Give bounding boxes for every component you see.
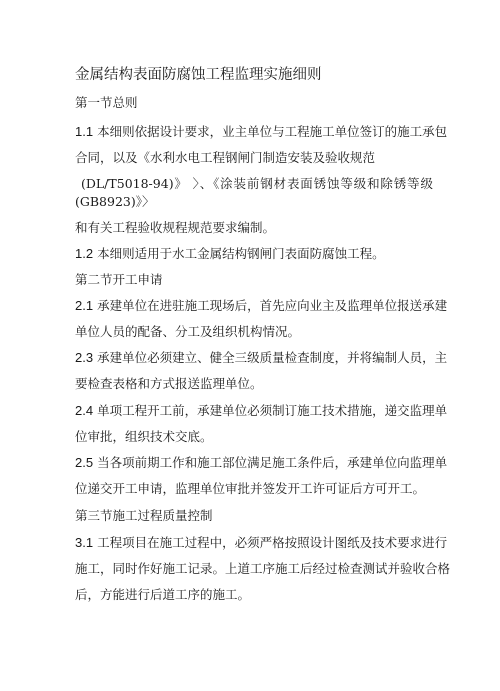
- paragraph-line: 后，方能进行后道工序的施工。: [75, 587, 251, 602]
- paragraph-line: [75, 246, 385, 262]
- paragraph-line: [75, 124, 447, 140]
- paragraph-number: 1.2: [75, 246, 94, 261]
- paragraph-line: 位递交开工申请，监理单位审批并签发开工许可证后方可开工。: [75, 481, 426, 496]
- paragraph-line: 和有关工程验收规程规范要求编制。: [75, 220, 276, 235]
- paragraph-text: 本细则依据设计要求，业主单位与工程施工单位签订的施工承包: [97, 124, 448, 139]
- document-title: 金属结构表面防腐蚀工程监理实施细则: [75, 67, 322, 83]
- paragraph-number: 3.1: [75, 535, 94, 550]
- paragraph-text: 当各项前期工作和施工部位满足施工条件后，承建单位向监理单: [97, 455, 448, 470]
- section-heading-1: 第一节总则: [75, 95, 138, 110]
- paragraph-line: (DL/T5018-94)》 〉、《涂装前钢材表面锈蚀等级和除锈等级: [81, 176, 433, 191]
- paragraph-line: [75, 535, 447, 551]
- section-heading-3: 第三节施工过程质量控制: [75, 508, 213, 523]
- paragraph-number: 2.4: [75, 403, 94, 418]
- paragraph-line: 合同，以及《水利水电工程钢闸门制造安装及验收规范: [75, 150, 376, 165]
- paragraph-number: 2.5: [75, 455, 94, 470]
- paragraph-number: 2.3: [75, 350, 94, 365]
- paragraph-text: 承建单位必须建立、健全三级质量检查制度，并将编制人员，主: [97, 350, 448, 365]
- paragraph-line: 要检查表格和方式报送监理单位。: [75, 376, 263, 391]
- paragraph-line: [75, 298, 447, 314]
- paragraph-line: [75, 403, 447, 419]
- paragraph-line: 施工，同时作好施工记录。上道工序施工后经过检查测试并验收合格: [75, 561, 451, 576]
- paragraph-line: (GB8923)》〉: [75, 194, 155, 209]
- paragraph-number: 1.1: [75, 124, 94, 139]
- paragraph-text: 单项工程开工前，承建单位必须制订施工技术措施，递交监理单: [97, 403, 448, 418]
- paragraph-text: 承建单位在进驻施工现场后，首先应向业主及监理单位报送承建: [97, 298, 448, 313]
- paragraph-text: 工程项目在施工过程中，必须严格按照设计图纸及技术要求进行: [97, 535, 448, 550]
- paragraph-line: 单位人员的配备、分工及组织机构情况。: [75, 324, 301, 339]
- paragraph-number: 2.1: [75, 298, 94, 313]
- paragraph-line: [75, 350, 447, 366]
- section-heading-2: 第二节开工申请: [75, 272, 163, 287]
- paragraph-line: [75, 455, 447, 471]
- paragraph-text: 本细则适用于水工金属结构钢闸门表面防腐蚀工程。: [97, 246, 385, 261]
- paragraph-line: 位审批，组织技术交底。: [75, 429, 213, 444]
